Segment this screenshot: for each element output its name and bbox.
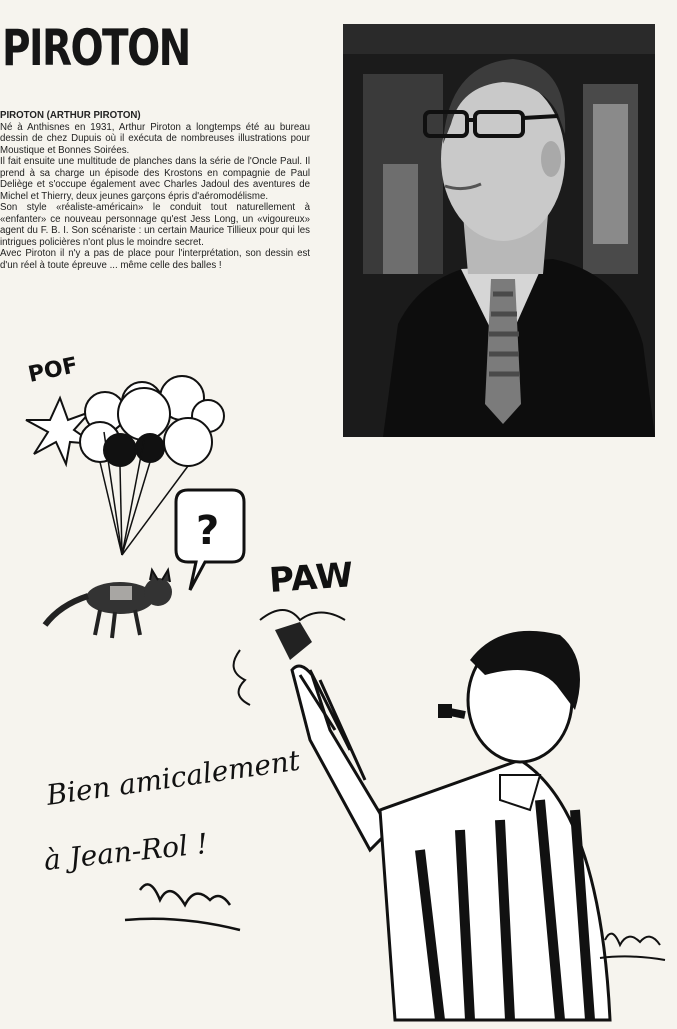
- dedication-line-2: à Jean-Rol !: [42, 826, 210, 877]
- bio-paragraph-2: Il fait ensuite une multitude de planches dans la série de l'Oncle Paul. Il prend à sa charge un épisode des Krostons en compagnie de Paul Deliège et s'occupe également avec Charles Jadoul des aventures de Michel et Thierry, deux jeunes garçons épris d'aéromodélisme.: [0, 156, 310, 202]
- bio-heading: PIROTON (ARTHUR PIROTON): [0, 110, 141, 121]
- panel-signature: [600, 934, 665, 960]
- page-title: PIROTON: [2, 19, 190, 77]
- pof-sound-effect: POF: [26, 353, 81, 388]
- bio-paragraph-1: Né à Anthisnes en 1931, Arthur Piroton a longtemps été au bureau dessin de chez Dupuis où il exécuta de nombreuses illustrations pour Moustique et Bonnes Soirées.: [0, 121, 310, 156]
- biography: [0, 110, 310, 271]
- handwritten-signature: [125, 884, 240, 930]
- agent-drawing: [275, 622, 610, 1020]
- bio-paragraph-3: Son style «réaliste-américain» le conduit tout naturellement à «enfanter» ce nouveau personnage qu'est Jess Long, un «vigoureux» agent du F. B. I. Son scénariste : un certain Maurice Tillieux pour qui les intrigues policières n'ont plus le moindre secret.: [0, 202, 310, 248]
- bio-paragraph-4: Avec Piroton il n'y a pas de place pour l'interprétation, son dessin est d'un réel à toute épreuve ... même celle des balles !: [0, 248, 310, 271]
- balloon-cluster: [80, 376, 224, 466]
- question-mark: ?: [196, 508, 220, 554]
- paw-sound-effect: PAW: [267, 555, 355, 601]
- cat-drawing: [45, 570, 172, 638]
- dedication-line-1: Bien amicalement: [44, 743, 303, 812]
- illustration: [0, 330, 677, 1029]
